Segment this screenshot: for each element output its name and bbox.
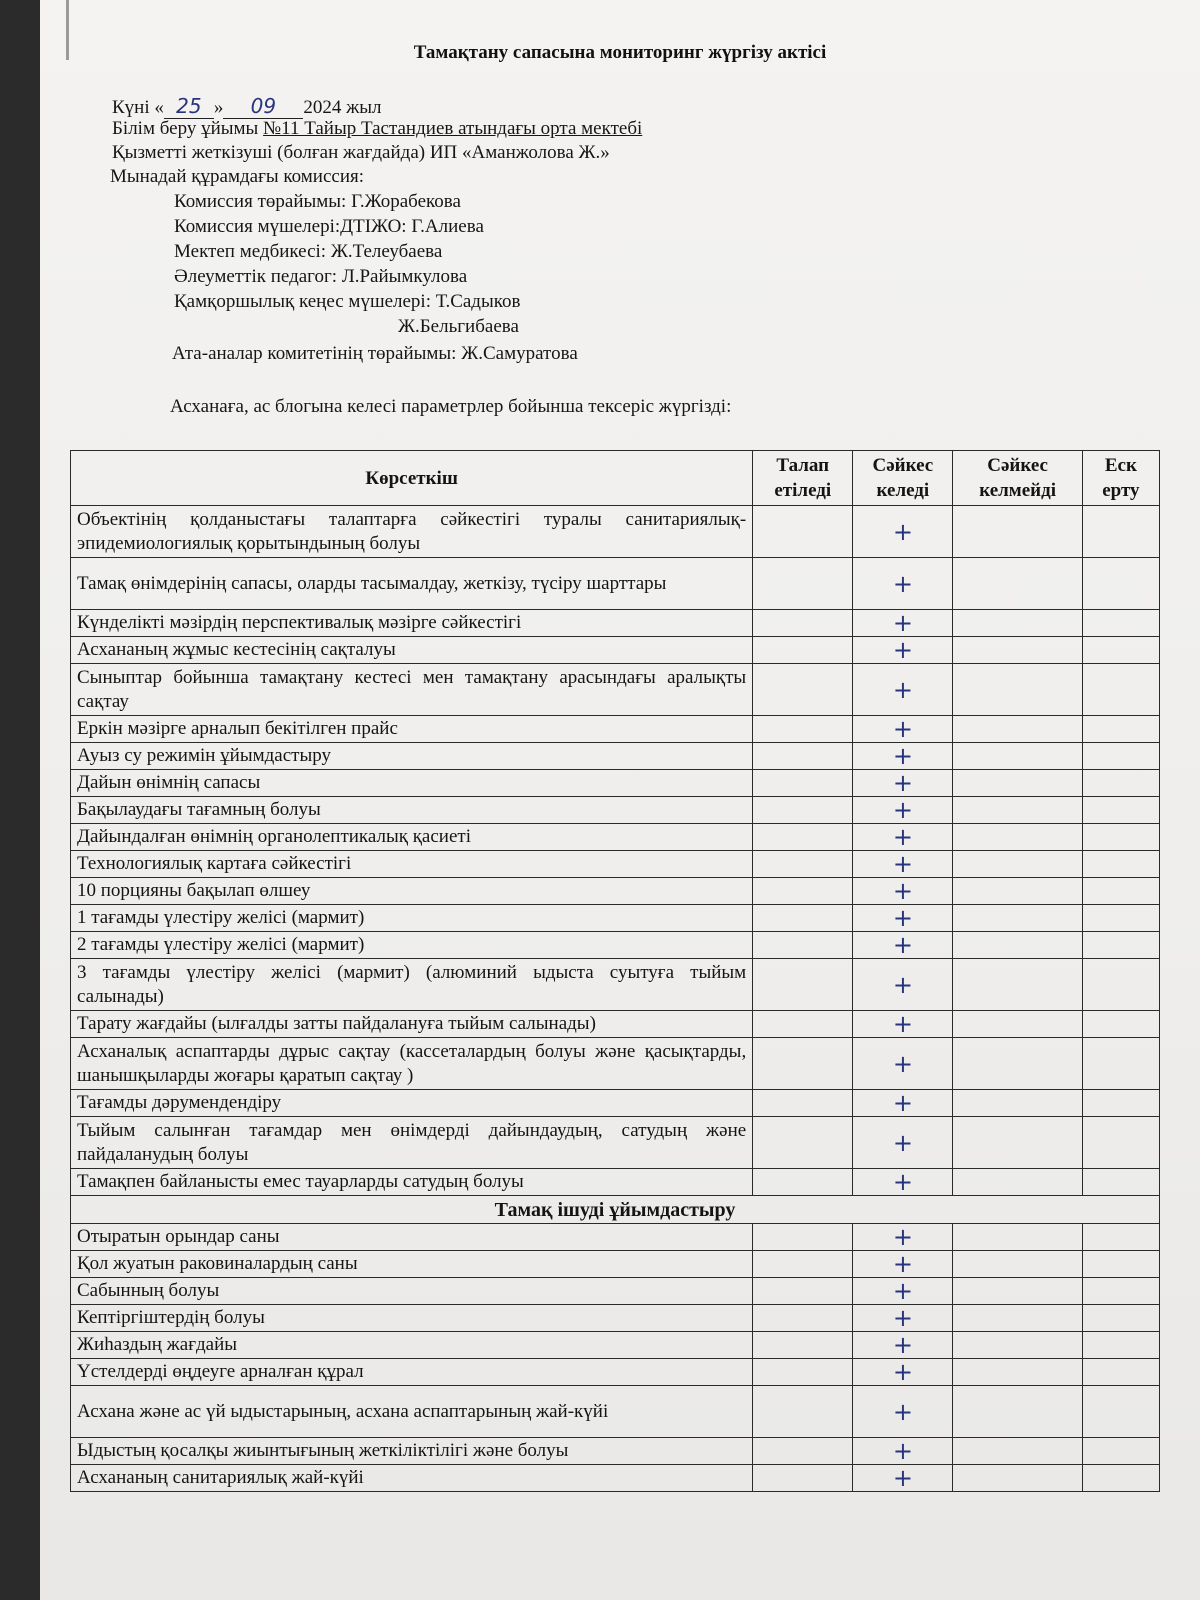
- table-row: [71, 637, 1160, 664]
- compliant-mark: +: [853, 851, 953, 878]
- compliant-mark: +: [853, 637, 953, 664]
- noncompliant-cell: [953, 1038, 1082, 1090]
- organization-name: №11 Тайыр Тастандиев атындағы орта мектебі: [263, 118, 643, 139]
- compliant-mark: +: [853, 1278, 953, 1305]
- note-cell: [1082, 1224, 1159, 1251]
- compliant-mark: +: [853, 1090, 953, 1117]
- note-cell: [1082, 664, 1159, 716]
- table-row: [71, 932, 1160, 959]
- indicator-cell: Ауыз су режимін ұйымдастыру: [71, 743, 753, 770]
- organization-line: [112, 118, 642, 140]
- noncompliant-cell: [953, 1278, 1082, 1305]
- note-cell: [1082, 610, 1159, 637]
- note-cell: [1082, 824, 1159, 851]
- noncompliant-cell: [953, 506, 1082, 558]
- noncompliant-cell: [953, 664, 1082, 716]
- required-cell: [753, 1090, 853, 1117]
- note-cell: [1082, 1305, 1159, 1332]
- note-cell: [1082, 1090, 1159, 1117]
- table-row: [71, 1438, 1160, 1465]
- note-cell: [1082, 743, 1159, 770]
- required-cell: [753, 1332, 853, 1359]
- required-cell: [753, 1038, 853, 1090]
- indicator-cell: Қол жуатын раковиналардың саны: [71, 1251, 753, 1278]
- note-cell: [1082, 1251, 1159, 1278]
- compliant-mark: +: [853, 878, 953, 905]
- indicator-cell: Асхананың санитариялық жай-күйі: [71, 1465, 753, 1492]
- table-row: [71, 1224, 1160, 1251]
- indicator-cell: Объектінің қолданыстағы талаптарға сәйкестігі туралы санитариялық-эпидемиологиялық қорытындының болуы: [71, 506, 753, 558]
- table-row: [71, 1305, 1160, 1332]
- required-cell: [753, 851, 853, 878]
- board-member-2: Ж.Бельгибаева: [398, 316, 519, 337]
- required-cell: [753, 878, 853, 905]
- table-row: [71, 506, 1160, 558]
- required-cell: [753, 1117, 853, 1169]
- required-cell: [753, 1278, 853, 1305]
- compliant-mark: +: [853, 1305, 953, 1332]
- indicator-cell: 2 тағамды үлестіру желісі (мармит): [71, 932, 753, 959]
- indicator-cell: Технологиялық картаға сәйкестігі: [71, 851, 753, 878]
- date-day: 25: [164, 94, 214, 119]
- indicator-cell: 3 тағамды үлестіру желісі (мармит) (алюминий ыдыста суытуға тыйым салынады): [71, 959, 753, 1011]
- table-row: [71, 959, 1160, 1011]
- compliant-mark: +: [853, 1438, 953, 1465]
- required-cell: [753, 743, 853, 770]
- indicator-cell: Кептіргіштердің болуы: [71, 1305, 753, 1332]
- noncompliant-cell: [953, 1305, 1082, 1332]
- noncompliant-cell: [953, 797, 1082, 824]
- date-year: 2024 жыл: [303, 97, 382, 118]
- noncompliant-cell: [953, 743, 1082, 770]
- header-required: Талап етіледі: [753, 451, 853, 506]
- indicator-cell: Асхананың жұмыс кестесінің сақталуы: [71, 637, 753, 664]
- table-row: [71, 1332, 1160, 1359]
- indicator-cell: 1 тағамды үлестіру желісі (мармит): [71, 905, 753, 932]
- table-row: [71, 878, 1160, 905]
- noncompliant-cell: [953, 824, 1082, 851]
- compliant-mark: +: [853, 770, 953, 797]
- noncompliant-cell: [953, 1251, 1082, 1278]
- header-indicator: Көрсеткіш: [71, 451, 753, 506]
- compliant-mark: +: [853, 1251, 953, 1278]
- table-row: [71, 1386, 1160, 1438]
- indicator-cell: Күнделікті мәзірдің перспективалық мәзірге сәйкестігі: [71, 610, 753, 637]
- compliant-mark: +: [853, 716, 953, 743]
- required-cell: [753, 959, 853, 1011]
- required-cell: [753, 932, 853, 959]
- compliant-mark: +: [853, 1465, 953, 1492]
- indicator-cell: Бақылаудағы тағамның болуы: [71, 797, 753, 824]
- noncompliant-cell: [953, 1117, 1082, 1169]
- note-cell: [1082, 1465, 1159, 1492]
- compliant-mark: +: [853, 932, 953, 959]
- supplier-line: Қызметті жеткізуші (болған жағдайда) ИП «Аманжолова Ж.»: [112, 142, 610, 163]
- table-row: [71, 1169, 1160, 1196]
- table-row: [71, 770, 1160, 797]
- compliant-mark: +: [853, 1169, 953, 1196]
- noncompliant-cell: [953, 1090, 1082, 1117]
- note-cell: [1082, 959, 1159, 1011]
- indicator-cell: Дайын өнімнің сапасы: [71, 770, 753, 797]
- section-title: Тамақ ішуді ұйымдастыру: [71, 1196, 1160, 1224]
- indicator-cell: Отыратын орындар саны: [71, 1224, 753, 1251]
- commission-heading: Мынадай құрамдағы комиссия:: [110, 166, 365, 187]
- noncompliant-cell: [953, 770, 1082, 797]
- parents-committee-chair: Ата-аналар комитетінің төрайымы: Ж.Самуратова: [172, 343, 578, 364]
- commission-chair: Комиссия төрайымы: Г.Жорабекова: [174, 191, 461, 212]
- note-cell: [1082, 1332, 1159, 1359]
- note-cell: [1082, 905, 1159, 932]
- note-cell: [1082, 1278, 1159, 1305]
- table-row: [71, 797, 1160, 824]
- indicator-cell: Сыныптар бойынша тамақтану кестесі мен тамақтану арасындағы аралықты сақтау: [71, 664, 753, 716]
- noncompliant-cell: [953, 1438, 1082, 1465]
- commission-member: Комиссия мүшелері:ДТІЖО: Г.Алиева: [174, 216, 484, 237]
- header-noncompliant: Сәйкес келмейді: [953, 451, 1082, 506]
- table-row: [71, 824, 1160, 851]
- compliant-mark: +: [853, 506, 953, 558]
- document-page: [40, 0, 1200, 1600]
- note-cell: [1082, 506, 1159, 558]
- table-row: [71, 905, 1160, 932]
- table-row: [71, 664, 1160, 716]
- table-row: [71, 1090, 1160, 1117]
- required-cell: [753, 1438, 853, 1465]
- required-cell: [753, 824, 853, 851]
- required-cell: [753, 1224, 853, 1251]
- note-cell: [1082, 932, 1159, 959]
- compliant-mark: +: [853, 1332, 953, 1359]
- compliant-mark: +: [853, 959, 953, 1011]
- noncompliant-cell: [953, 851, 1082, 878]
- section-row: [71, 1196, 1160, 1224]
- required-cell: [753, 1011, 853, 1038]
- noncompliant-cell: [953, 1169, 1082, 1196]
- document-title: Тамақтану сапасына мониторинг жүргізу актісі: [413, 42, 827, 63]
- compliant-mark: +: [853, 664, 953, 716]
- required-cell: [753, 664, 853, 716]
- noncompliant-cell: [953, 1224, 1082, 1251]
- required-cell: [753, 637, 853, 664]
- binder-edge: [66, 0, 69, 60]
- required-cell: [753, 506, 853, 558]
- compliant-mark: +: [853, 1386, 953, 1438]
- note-cell: [1082, 1438, 1159, 1465]
- note-cell: [1082, 1386, 1159, 1438]
- table-row: [71, 1251, 1160, 1278]
- date-mid: »: [213, 97, 224, 118]
- noncompliant-cell: [953, 558, 1082, 610]
- compliant-mark: +: [853, 1011, 953, 1038]
- inspection-intro: Асханаға, ас блогына келесі параметрлер бойынша тексеріс жүргізді:: [170, 396, 732, 417]
- compliant-mark: +: [853, 1359, 953, 1386]
- noncompliant-cell: [953, 610, 1082, 637]
- required-cell: [753, 1386, 853, 1438]
- note-cell: [1082, 851, 1159, 878]
- compliant-mark: +: [853, 610, 953, 637]
- compliant-mark: +: [853, 1224, 953, 1251]
- noncompliant-cell: [953, 1011, 1082, 1038]
- social-pedagogue: Әлеуметтік педагог: Л.Райымкулова: [174, 266, 468, 287]
- indicator-cell: Дайындалған өнімнің органолептикалық қасиеті: [71, 824, 753, 851]
- table-row: [71, 1117, 1160, 1169]
- indicator-cell: Сабынның болуы: [71, 1278, 753, 1305]
- header-compliant: Сәйкес келеді: [853, 451, 953, 506]
- required-cell: [753, 797, 853, 824]
- compliant-mark: +: [853, 1117, 953, 1169]
- indicator-cell: 10 порцияны бақылап өлшеу: [71, 878, 753, 905]
- table-row: [71, 716, 1160, 743]
- note-cell: [1082, 637, 1159, 664]
- indicator-cell: Жиһаздың жағдайы: [71, 1332, 753, 1359]
- table-row: [71, 743, 1160, 770]
- compliant-mark: +: [853, 905, 953, 932]
- required-cell: [753, 770, 853, 797]
- required-cell: [753, 905, 853, 932]
- note-cell: [1082, 770, 1159, 797]
- compliant-mark: +: [853, 1038, 953, 1090]
- indicator-cell: Тағамды дәрумендендіру: [71, 1090, 753, 1117]
- table-row: [71, 1359, 1160, 1386]
- note-cell: [1082, 797, 1159, 824]
- required-cell: [753, 716, 853, 743]
- compliant-mark: +: [853, 797, 953, 824]
- board-members: Қамқоршылық кеңес мүшелері: Т.Садыков: [174, 291, 521, 312]
- indicator-cell: Тамақ өнімдерінің сапасы, оларды тасымалдау, жеткізу, түсіру шарттары: [71, 558, 753, 610]
- table-row: [71, 1465, 1160, 1492]
- compliant-mark: +: [853, 558, 953, 610]
- indicator-cell: Үстелдерді өңдеуге арналған құрал: [71, 1359, 753, 1386]
- required-cell: [753, 610, 853, 637]
- noncompliant-cell: [953, 1386, 1082, 1438]
- compliant-mark: +: [853, 824, 953, 851]
- noncompliant-cell: [953, 959, 1082, 1011]
- note-cell: [1082, 1011, 1159, 1038]
- noncompliant-cell: [953, 932, 1082, 959]
- indicator-cell: Ыдыстың қосалқы жиынтығының жеткіліктілігі және болуы: [71, 1438, 753, 1465]
- noncompliant-cell: [953, 878, 1082, 905]
- required-cell: [753, 558, 853, 610]
- indicator-cell: Тамақпен байланысты емес тауарларды сатудың болуы: [71, 1169, 753, 1196]
- required-cell: [753, 1305, 853, 1332]
- note-cell: [1082, 1117, 1159, 1169]
- table-header-row: [71, 451, 1160, 506]
- noncompliant-cell: [953, 637, 1082, 664]
- school-nurse: Мектеп медбикесі: Ж.Телеубаева: [174, 241, 443, 262]
- note-cell: [1082, 1169, 1159, 1196]
- table-row: [71, 851, 1160, 878]
- required-cell: [753, 1169, 853, 1196]
- date-prefix: Күні «: [112, 97, 164, 118]
- noncompliant-cell: [953, 905, 1082, 932]
- header-note: Еск ерту: [1082, 451, 1159, 506]
- required-cell: [753, 1359, 853, 1386]
- note-cell: [1082, 716, 1159, 743]
- indicator-cell: Еркін мәзірге арналып бекітілген прайс: [71, 716, 753, 743]
- monitoring-table: [70, 450, 1160, 1492]
- noncompliant-cell: [953, 1359, 1082, 1386]
- note-cell: [1082, 878, 1159, 905]
- required-cell: [753, 1465, 853, 1492]
- organization-label: Білім беру ұйымы: [112, 118, 264, 139]
- indicator-cell: Тарату жағдайы (ылғалды затты пайдалануға тыйым салынады): [71, 1011, 753, 1038]
- indicator-cell: Асхана және ас үй ыдыстарының, асхана аспаптарының жай-күйі: [71, 1386, 753, 1438]
- table-row: [71, 1278, 1160, 1305]
- noncompliant-cell: [953, 716, 1082, 743]
- table-row: [71, 610, 1160, 637]
- note-cell: [1082, 1359, 1159, 1386]
- noncompliant-cell: [953, 1465, 1082, 1492]
- note-cell: [1082, 558, 1159, 610]
- noncompliant-cell: [953, 1332, 1082, 1359]
- table-row: [71, 558, 1160, 610]
- note-cell: [1082, 1038, 1159, 1090]
- indicator-cell: Тыйым салынған тағамдар мен өнімдерді дайындаудың, сатудың және пайдаланудың болуы: [71, 1117, 753, 1169]
- date-line: [112, 94, 382, 119]
- date-month: 09: [223, 94, 303, 119]
- table-row: [71, 1038, 1160, 1090]
- required-cell: [753, 1251, 853, 1278]
- indicator-cell: Асханалық аспаптарды дұрыс сақтау (кассеталардың болуы және қасықтарды, шанышқыларды жоғары қаратып сақтау ): [71, 1038, 753, 1090]
- table-row: [71, 1011, 1160, 1038]
- compliant-mark: +: [853, 743, 953, 770]
